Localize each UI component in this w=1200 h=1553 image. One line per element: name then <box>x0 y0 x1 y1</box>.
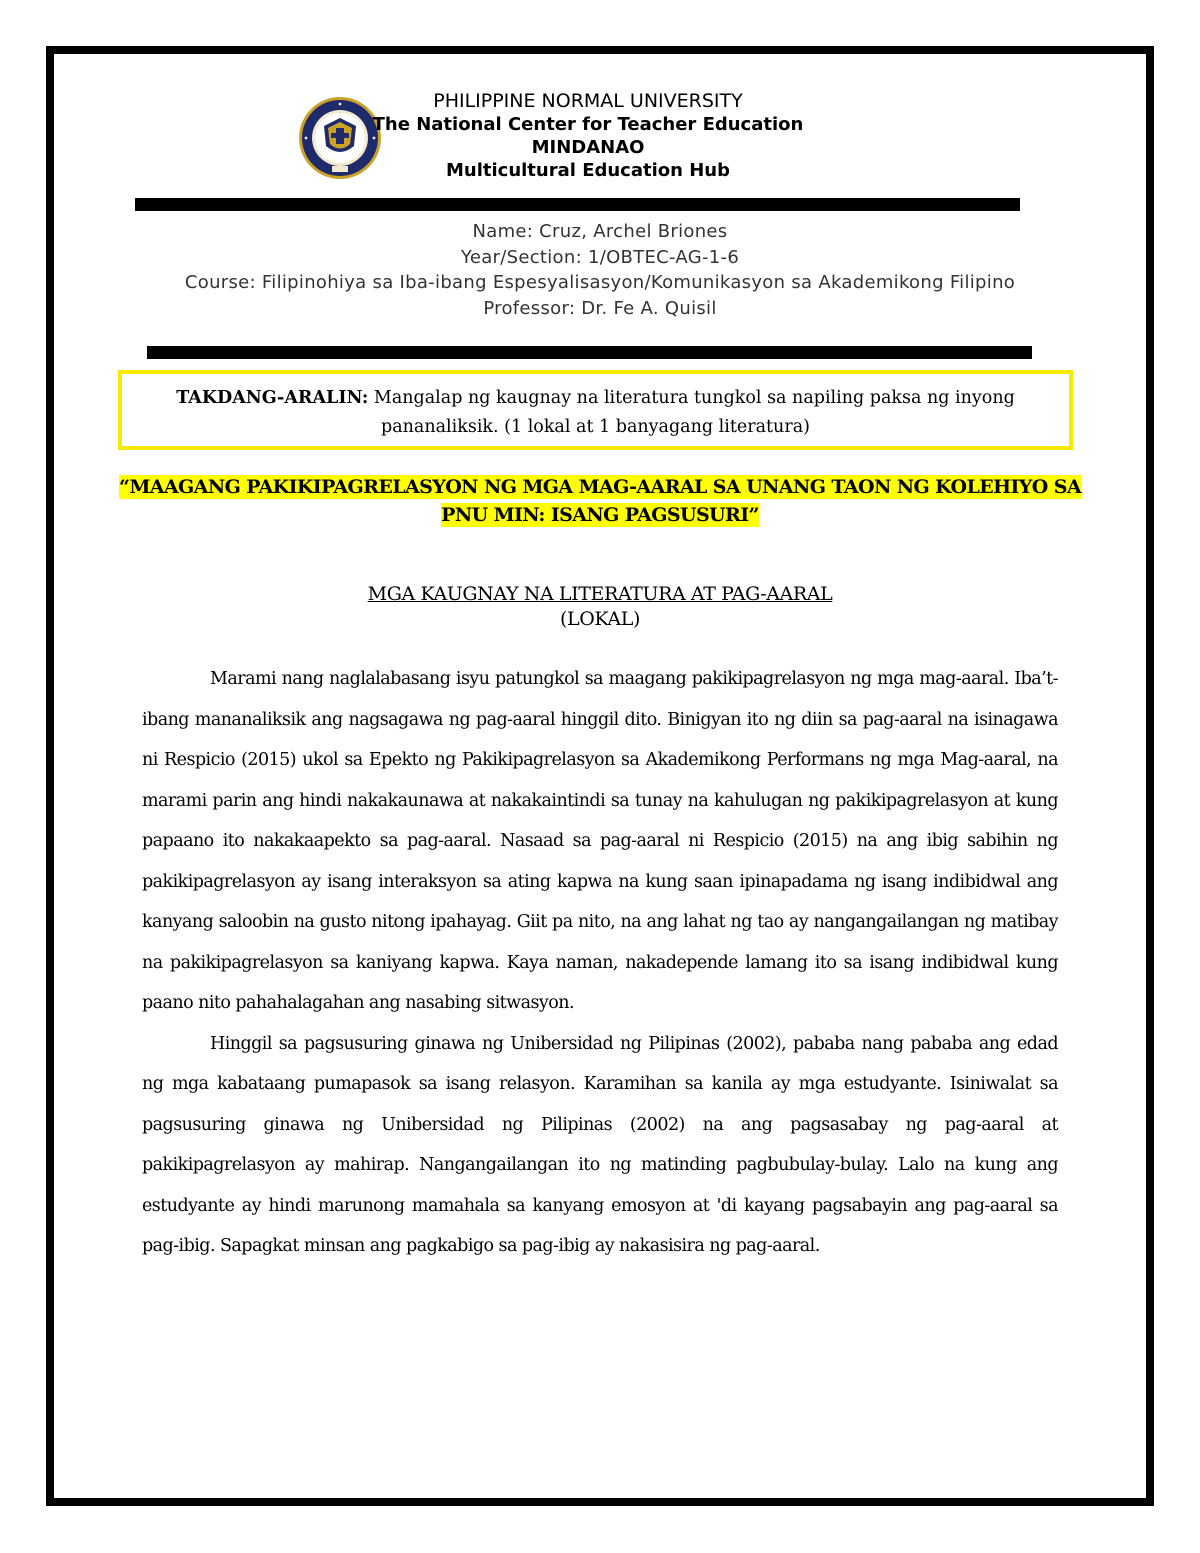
assignment-box <box>118 370 1073 450</box>
university-name: PHILIPPINE NORMAL UNIVERSITY <box>433 90 743 112</box>
section-heading-sub: (LOKAL) <box>560 608 640 630</box>
student-professor: Professor: Dr. Fe A. Quisil <box>483 297 717 319</box>
assignment-text: Mangalap ng kaugnay na literatura tungkol sa napiling paksa ng inyong pananaliksik. (1 lokal at 1 banyagang literatura) <box>368 388 1015 437</box>
student-year-section: Year/Section: 1/OBTEC-AG-1-6 <box>460 246 740 268</box>
student-info <box>130 219 1070 321</box>
paragraph: Hinggil sa pagsusuring ginawa ng Unibersidad ng Pilipinas (2002), pababa nang pababa ang edad ng mga kabataang pumapasok sa isang relasyon. Karamihan sa kanila ay mga estudyante. Isiniwalat sa pagsusuring ginawa ng Unibersidad ng Pilipinas (2002) na ang pagsasabay ng pag-aaral at pakikipagrelasyon ay mahirap. Nangangailangan ito ng matinding pagbubulay-bulay. Lalo na kung ang estudyante ay hindi marunong mamahala sa kanyang emosyon at 'di kayang pagsabayin ang pag-aaral sa pag-ibig. Sapagkat minsan ang pagkabigo sa pag-ibig ay nakasisira ng pag-aaral. <box>142 1033 1058 1256</box>
research-title-text: “MAAGANG PAKIKIPAGRELASYON NG MGA MAG-AARAL SA UNANG TAON NG KOLEHIYO SA PNU MIN: ISANG PAGSUSURI” <box>119 476 1081 526</box>
university-tagline: The National Center for Teacher Education <box>372 114 804 135</box>
hub-name: Multicultural Education Hub <box>445 160 730 181</box>
info-divider <box>147 346 1032 359</box>
body-text <box>142 659 1058 1267</box>
header-divider <box>135 198 1020 211</box>
paragraph: Marami nang naglalabasang isyu patungkol sa maagang pakikipagrelasyon ng mga mag-aaral. Iba’t-ibang mananaliksik ang nagsagawa ng pag-aaral hinggil dito. Binigyan ito ng diin sa pag-aaral na isinagawa ni Respicio (2015) ukol sa Epekto ng Pakikipagrelasyon sa Akademikong Performans ng mga Mag-aaral, na marami parin ang hindi nakakaunawa at nakakaintindi sa tunay na kahulugan ng pakikipagrelasyon at kung papaano ito nakakaapekto sa pag-aaral. Nasaad sa pag-aaral ni Respicio (2015) na ang ibig sabihin ng pakikipagrelasyon ay isang interaksyon sa ating kapwa na kung saan ipinapadama ng isang indibidwal ang kanyang saloobin na gusto nitong ipahayag. Giit pa nito, na ang lahat ng tao ay nangangailangan ng matibay na pakikipagrelasyon sa kaniyang kapwa. Kaya naman, nakadepende lamang ito sa isang indibidwal kung paano nito pahahalagahan ang nasabing sitwasyon. <box>142 669 1058 1013</box>
campus-name: MINDANAO <box>531 137 645 158</box>
student-course: Course: Filipinohiya sa Iba-ibang Espesyalisasyon/Komunikasyon sa Akademikong Filipino <box>184 272 1016 293</box>
section-heading <box>0 582 1200 632</box>
student-name: Name: Cruz, Archel Briones <box>472 221 728 242</box>
university-header <box>0 90 1176 182</box>
section-heading-title: MGA KAUGNAY NA LITERATURA AT PAG-AARAL <box>367 583 833 605</box>
assignment-label: TAKDANG-ARALIN: <box>176 388 369 408</box>
research-title <box>100 473 1100 529</box>
